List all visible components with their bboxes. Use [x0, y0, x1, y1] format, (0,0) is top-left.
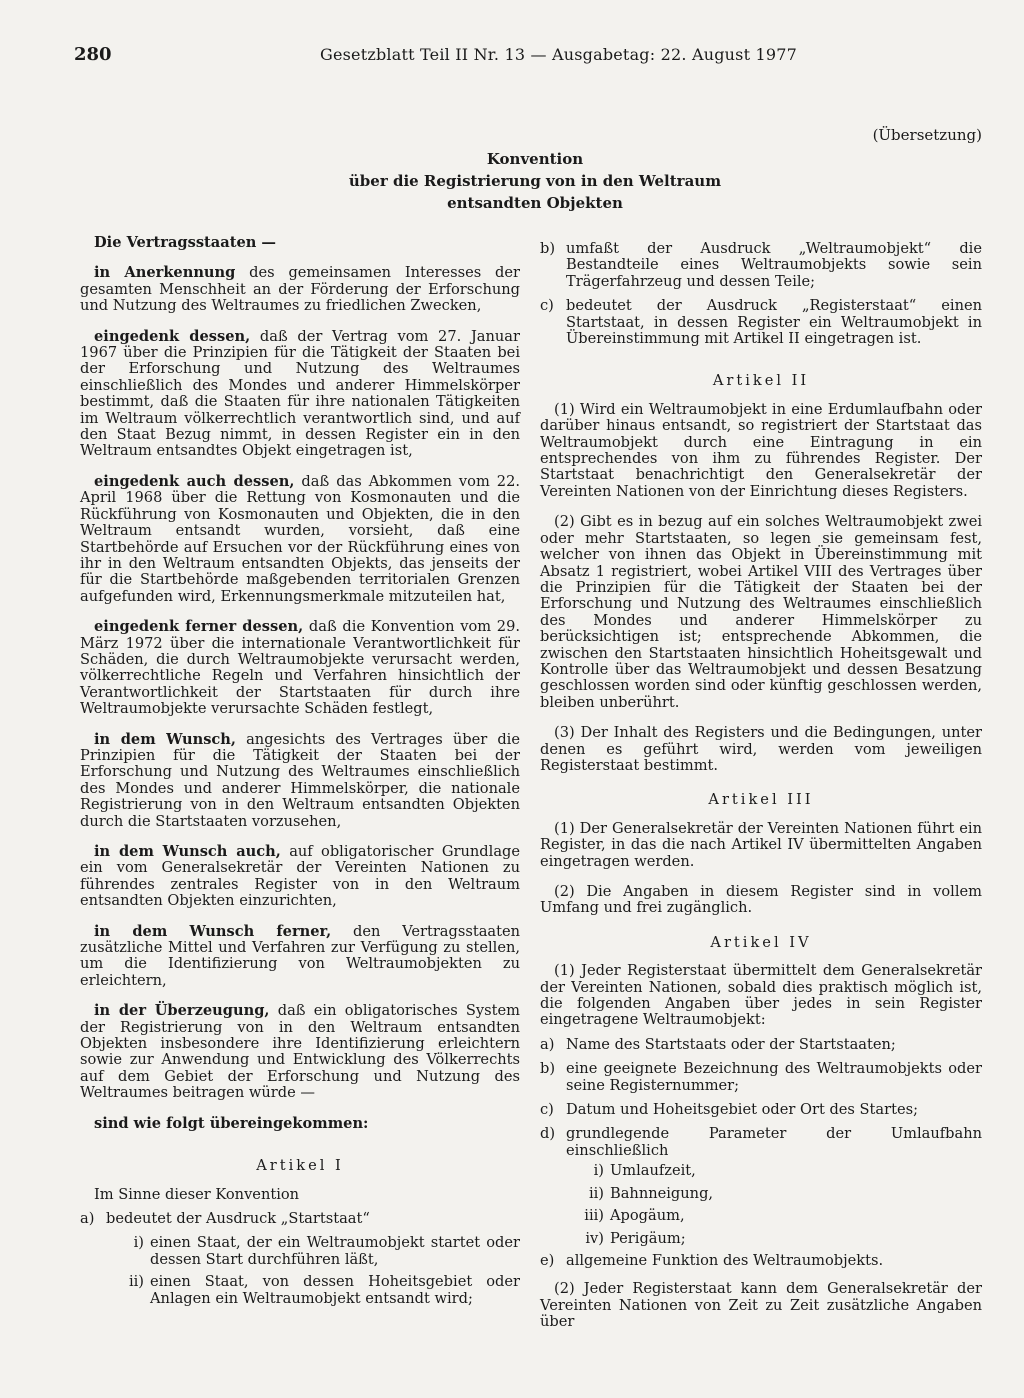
article-4-heading: Artikel IV: [710, 933, 812, 951]
list-item: [540, 1037, 982, 1053]
article-1-heading: Artikel I: [256, 1157, 344, 1175]
article-paragraph: (3) Der Inhalt des Registers und die Bedingungen, unter denen es geführt wird, werden vom jeweiligen Registerstaat bestimmt.: [540, 724, 982, 774]
left-column: [80, 235, 520, 1313]
preamble-lead: in dem Wunsch auch,: [94, 843, 281, 860]
title-line-1: Konvention: [486, 150, 584, 168]
preamble-paragraph: [80, 265, 520, 314]
list-text: eine geeignete Bezeichnung des Weltraumobjekts oder seine Registernummer;: [566, 1060, 982, 1094]
list-text: Umlaufzeit,: [610, 1162, 696, 1180]
article-paragraph: (2) Jeder Registerstaat kann dem Generalsekretär der Vereinten Nationen von Zeit zu Zeit zusätzliche Angaben über: [540, 1280, 982, 1331]
article-paragraph: (1) Wird ein Weltraumobjekt in eine Erdumlaufbahn oder darüber hinaus entsandt, so registriert der Startstaat das Weltraumobjekt durch eine Eintragung in ein entsprechendes von ihm zu führendes Register. Der Startstaat benachrichtigt den Generalsekretär der Vereinten Nationen von der Einrichtung dieses Registers.: [540, 400, 982, 500]
list-item: [540, 298, 982, 347]
list-marker: iv): [585, 1229, 604, 1247]
document-title: [300, 148, 770, 214]
running-head: Gesetzblatt Teil II Nr. 13 — Ausgabetag: 22. August 1977: [320, 45, 798, 64]
list-item: [540, 1061, 982, 1094]
list-marker: ii): [128, 1273, 144, 1291]
article-2-heading: Artikel II: [712, 372, 810, 390]
preamble-text: daß die Konvention vom 29. März 1972 über die internationale Verantwortlichkeit für Schäden, die durch Weltraumobjekte verursacht werden, völkerrechtliche Regeln und Verfahren hinsichtlich der Verantwortlichkeit der Startstaaten für durch ihre Weltraumobjekte verursachte Schäden festlegt,: [80, 618, 520, 718]
preamble-paragraph: [80, 474, 520, 605]
preamble-lead: eingedenk auch dessen,: [94, 472, 295, 490]
preamble-lead: in dem Wunsch ferner,: [94, 922, 332, 940]
agreement-prefix: sind wie folgt: [94, 1114, 210, 1132]
list-marker: ii): [588, 1184, 604, 1202]
preamble-paragraph: [80, 1003, 520, 1101]
right-column: [540, 241, 982, 1345]
preamble-paragraph: [80, 732, 520, 830]
list-text: Apogäum,: [610, 1207, 685, 1225]
article-paragraph: (1) Jeder Registerstaat übermittelt dem Generalsekretär der Vereinten Nationen, sobald dies praktisch möglich ist, die folgenden Angaben über jedes in sein Register eingetragene Weltraumobjekt:: [540, 962, 982, 1029]
list-text: Bahnneigung,: [610, 1184, 714, 1202]
title-line-2: über die Registrierung von in den Weltraum: [348, 172, 722, 190]
sub-list-item: [110, 1274, 520, 1307]
preamble-paragraph: [80, 844, 520, 910]
preamble-text: auf obligatorischer Grundlage ein vom Generalsekretär der Vereinten Nationen zu führendes zentrales Register von in den Weltraum entsandten Objekten einzurichten,: [80, 843, 520, 910]
preamble-text: den Vertragsstaaten zusätzliche Mittel und Verfahren zur Verfügung zu stellen, um die Identifizierung von Weltraumobjekten zu erleichtern,: [80, 922, 520, 989]
list-text: bedeutet der Ausdruck „Registerstaat“ einen Startstaat, in dessen Register ein Weltraumobjekt in Übereinstimmung mit Artikel II eingetragen ist.: [566, 297, 982, 348]
article-3-heading: Artikel III: [708, 791, 814, 809]
list-marker: d): [540, 1125, 556, 1143]
list-text: bedeutet der Ausdruck „Startstaat“: [106, 1209, 370, 1227]
list-marker: c): [540, 297, 554, 315]
sub-list-item: [570, 1208, 982, 1224]
list-marker: b): [540, 1060, 556, 1078]
parties-heading: Die Vertragsstaaten —: [94, 234, 277, 251]
translation-note: (Übersetzung): [872, 126, 982, 144]
preamble-text: des gemeinsamen Interesses der gesamten Menschheit an der Förderung der Erforschung und Nutzung des Weltraumes zu friedlichen Zwecken,: [80, 264, 520, 315]
article-paragraph: (2) Die Angaben in diesem Register sind in vollem Umfang und frei zugänglich.: [540, 883, 982, 917]
list-item: [540, 241, 982, 290]
preamble-lead: in der Überzeugung,: [94, 1002, 270, 1020]
list-marker: a): [540, 1035, 555, 1053]
list-marker: iii): [584, 1207, 604, 1225]
agreement-line: [80, 1116, 520, 1132]
list-marker: e): [540, 1251, 555, 1269]
article-1-intro: Im Sinne dieser Konvention: [94, 1185, 300, 1203]
preamble-paragraph: [80, 619, 520, 717]
list-item: [80, 1211, 520, 1227]
preamble-text: daß ein obligatorisches System der Registrierung von in den Weltraum entsandten Objekten insbesondere ihre Identifizierung erleichtern sowie zur Anwendung und Entwicklung des Völkerrechts auf dem Gebiet der Erforschung und Nutzung des Weltraumes beitragen würde —: [80, 1002, 521, 1102]
preamble-lead: in Anerkennung: [94, 264, 236, 282]
article-paragraph: (2) Gibt es in bezug auf ein solches Weltraumobjekt zwei oder mehr Startstaaten, so legen sie gemeinsam fest, welcher von ihnen das Objekt in Übereinstimmung mit Absatz 1 registriert, wobei Artikel VIII des Vertrages über die Prinzipien für die Tätigkeit der Staaten bei der Erforschung und Nutzung des Weltraumes einschließlich des Mondes und anderer Himmelskörper zu berücksichtigen ist; entsprechende Abkommen, die zwischen den Startstaaten hinsichtlich Hoheitsgewalt und Kontrolle über das Weltraumobjekt und dessen Besatzung geschlossen worden sind oder künftig geschlossen werden, bleiben unberührt.: [540, 513, 982, 711]
list-text: Datum und Hoheitsgebiet oder Ort des Startes;: [566, 1101, 918, 1119]
sub-list-item: [570, 1231, 982, 1247]
list-marker: c): [540, 1101, 554, 1119]
page-header: [0, 44, 1024, 74]
list-text: allgemeine Funktion des Weltraumobjekts.: [566, 1251, 884, 1269]
sub-list-item: [570, 1186, 982, 1202]
list-item: [540, 1253, 982, 1269]
article-paragraph: (1) Der Generalsekretär der Vereinten Nationen führt ein Register, in das die nach Artikel IV übermittelten Angaben eingetragen werden.: [540, 819, 982, 870]
preamble-paragraph: [80, 329, 520, 460]
agreement-word: übereingekommen:: [209, 1114, 369, 1132]
list-marker: a): [80, 1209, 95, 1227]
list-text: einen Staat, von dessen Hoheitsgebiet oder Anlagen ein Weltraumobjekt entsandt wird;: [150, 1273, 520, 1307]
preamble-lead: eingedenk dessen,: [94, 327, 251, 345]
list-text: umfaßt der Ausdruck „Weltraumobjekt“ die Bestandteile eines Weltraumobjekts sowie sein Trägerfahrzeug und dessen Teile;: [566, 240, 982, 290]
list-marker: b): [540, 240, 556, 257]
preamble-lead: in dem Wunsch,: [94, 730, 236, 748]
preamble-paragraph: [80, 924, 520, 990]
page-number: 280: [74, 44, 112, 65]
list-marker: i): [133, 1234, 144, 1252]
sub-list-item: [570, 1163, 982, 1179]
list-text: grundlegende Parameter der Umlaufbahn einschließlich: [566, 1125, 982, 1159]
list-marker: i): [593, 1162, 604, 1180]
sub-list-item: [110, 1235, 520, 1268]
preamble-text: angesichts des Vertrages über die Prinzipien für die Tätigkeit der Staaten bei der Erforschung und Nutzung des Weltraumes einschließlich des Mondes und anderer Himmelskörper, die nationale Registrierung von in den Weltraum entsandten Objekten durch die Startstaaten vorzusehen,: [80, 730, 520, 830]
list-text: einen Staat, der ein Weltraumobjekt startet oder dessen Start durchführen läßt,: [150, 1234, 520, 1268]
list-text: Perigäum;: [610, 1229, 686, 1247]
list-text: Name des Startstaats oder der Startstaaten;: [566, 1035, 896, 1053]
preamble-text: daß das Abkommen vom 22. April 1968 über die Rettung von Kosmonauten und die Rückführung von Kosmonauten und Objekten, die in den Weltraum entsandt wurden, vorsieht, daß eine Startbehörde auf Ersuchen vor der Rückführung eines von ihr in den Weltraum entsandten Objekts, das jenseits der für die Startbehörde maßgebenden territorialen Grenzen aufgefunden wird, Erkennungsmerkmale mitzuteilen hat,: [80, 472, 520, 605]
preamble-lead: eingedenk ferner dessen,: [94, 618, 304, 636]
title-line-3: entsandten Objekten: [447, 194, 623, 212]
list-item: [540, 1102, 982, 1118]
list-item: [540, 1126, 982, 1159]
preamble-text: daß der Vertrag vom 27. Januar 1967 über die Prinzipien für die Tätigkeit der Staaten bei der Erforschung und Nutzung des Weltraumes einschließlich des Mondes und anderer Himmelskörper bestimmt, daß die Staaten für ihre nationalen Tätigkeiten im Weltraum völkerrechtlich verantwortlich sind, und auf den Staat Bezug nimmt, in dessen Register ein in den Weltraum entsandtes Objekt eingetragen ist,: [80, 327, 520, 460]
